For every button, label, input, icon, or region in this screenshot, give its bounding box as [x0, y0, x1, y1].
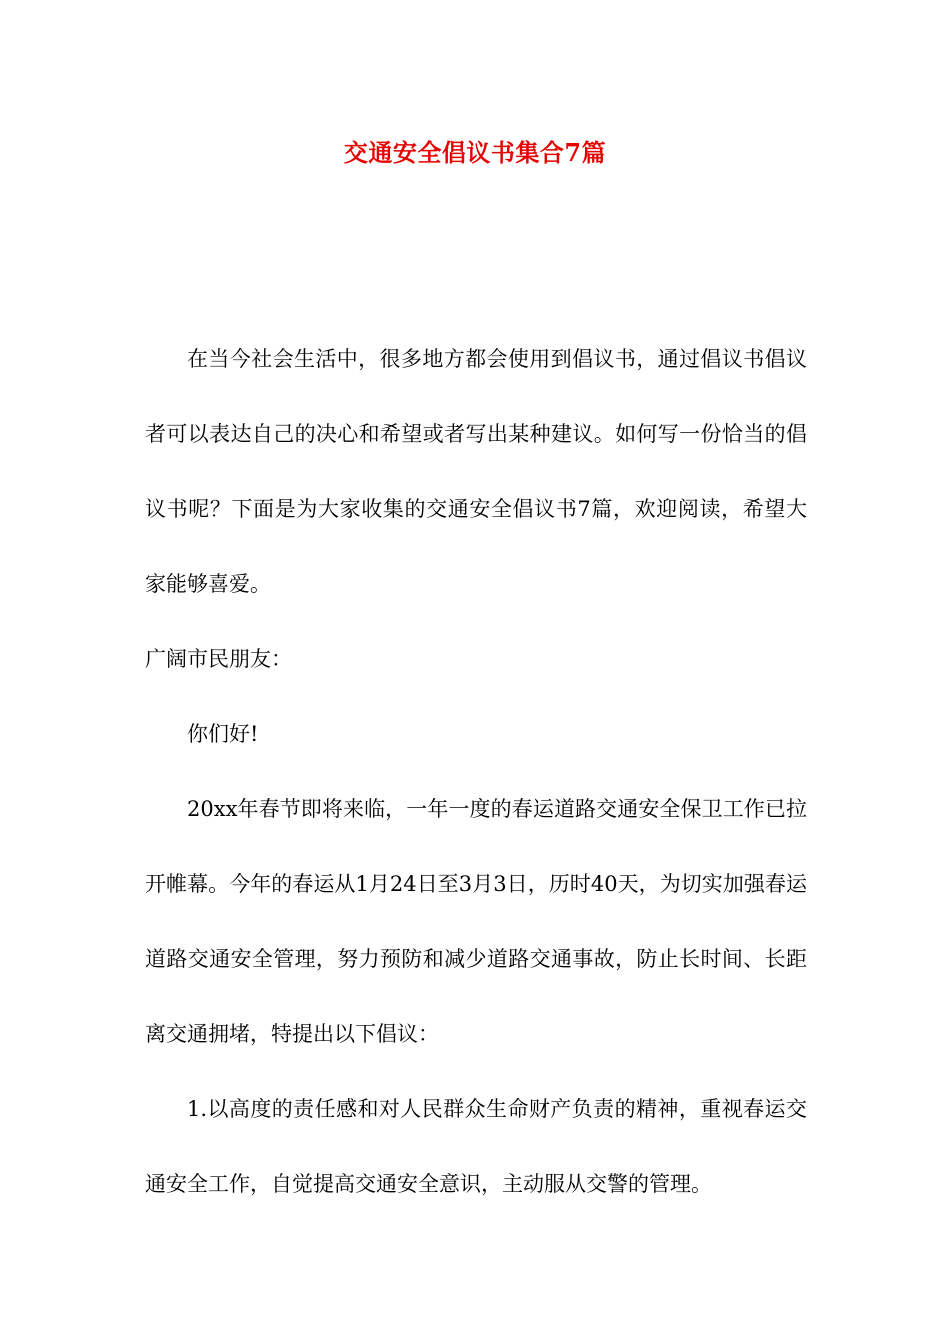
intro-paragraph: 在当今社会生活中，很多地方都会使用到倡议书，通过倡议书倡议者可以表达自己的决心和希望或者写出某种建议。如何写一份恰当的倡议书呢？下面是为大家收集的交通安全倡议书7篇，欢迎阅读，希望大家能够喜爱。	[145, 347, 807, 596]
salutation: 广阔市民朋友：	[145, 647, 292, 671]
greeting: 你们好!	[187, 722, 259, 746]
proposal-item-1: 1.以高度的责任感和对人民群众生命财产负责的精神，重视春运交通安全工作，自觉提高交通安全意识，主动服从交警的管理。	[145, 1097, 807, 1196]
document-body	[145, 322, 807, 1222]
document-title: 交通安全倡议书集合7篇	[343, 138, 607, 167]
background-paragraph: 20xx年春节即将来临，一年一度的春运道路交通安全保卫工作已拉开帷幕。今年的春运从1月24日至3月3日，历时40天，为切实加强春运道路交通安全管理，努力预防和减少道路交通事故，防止长时间、长距离交通拥堵，特提出以下倡议：	[145, 797, 807, 1046]
